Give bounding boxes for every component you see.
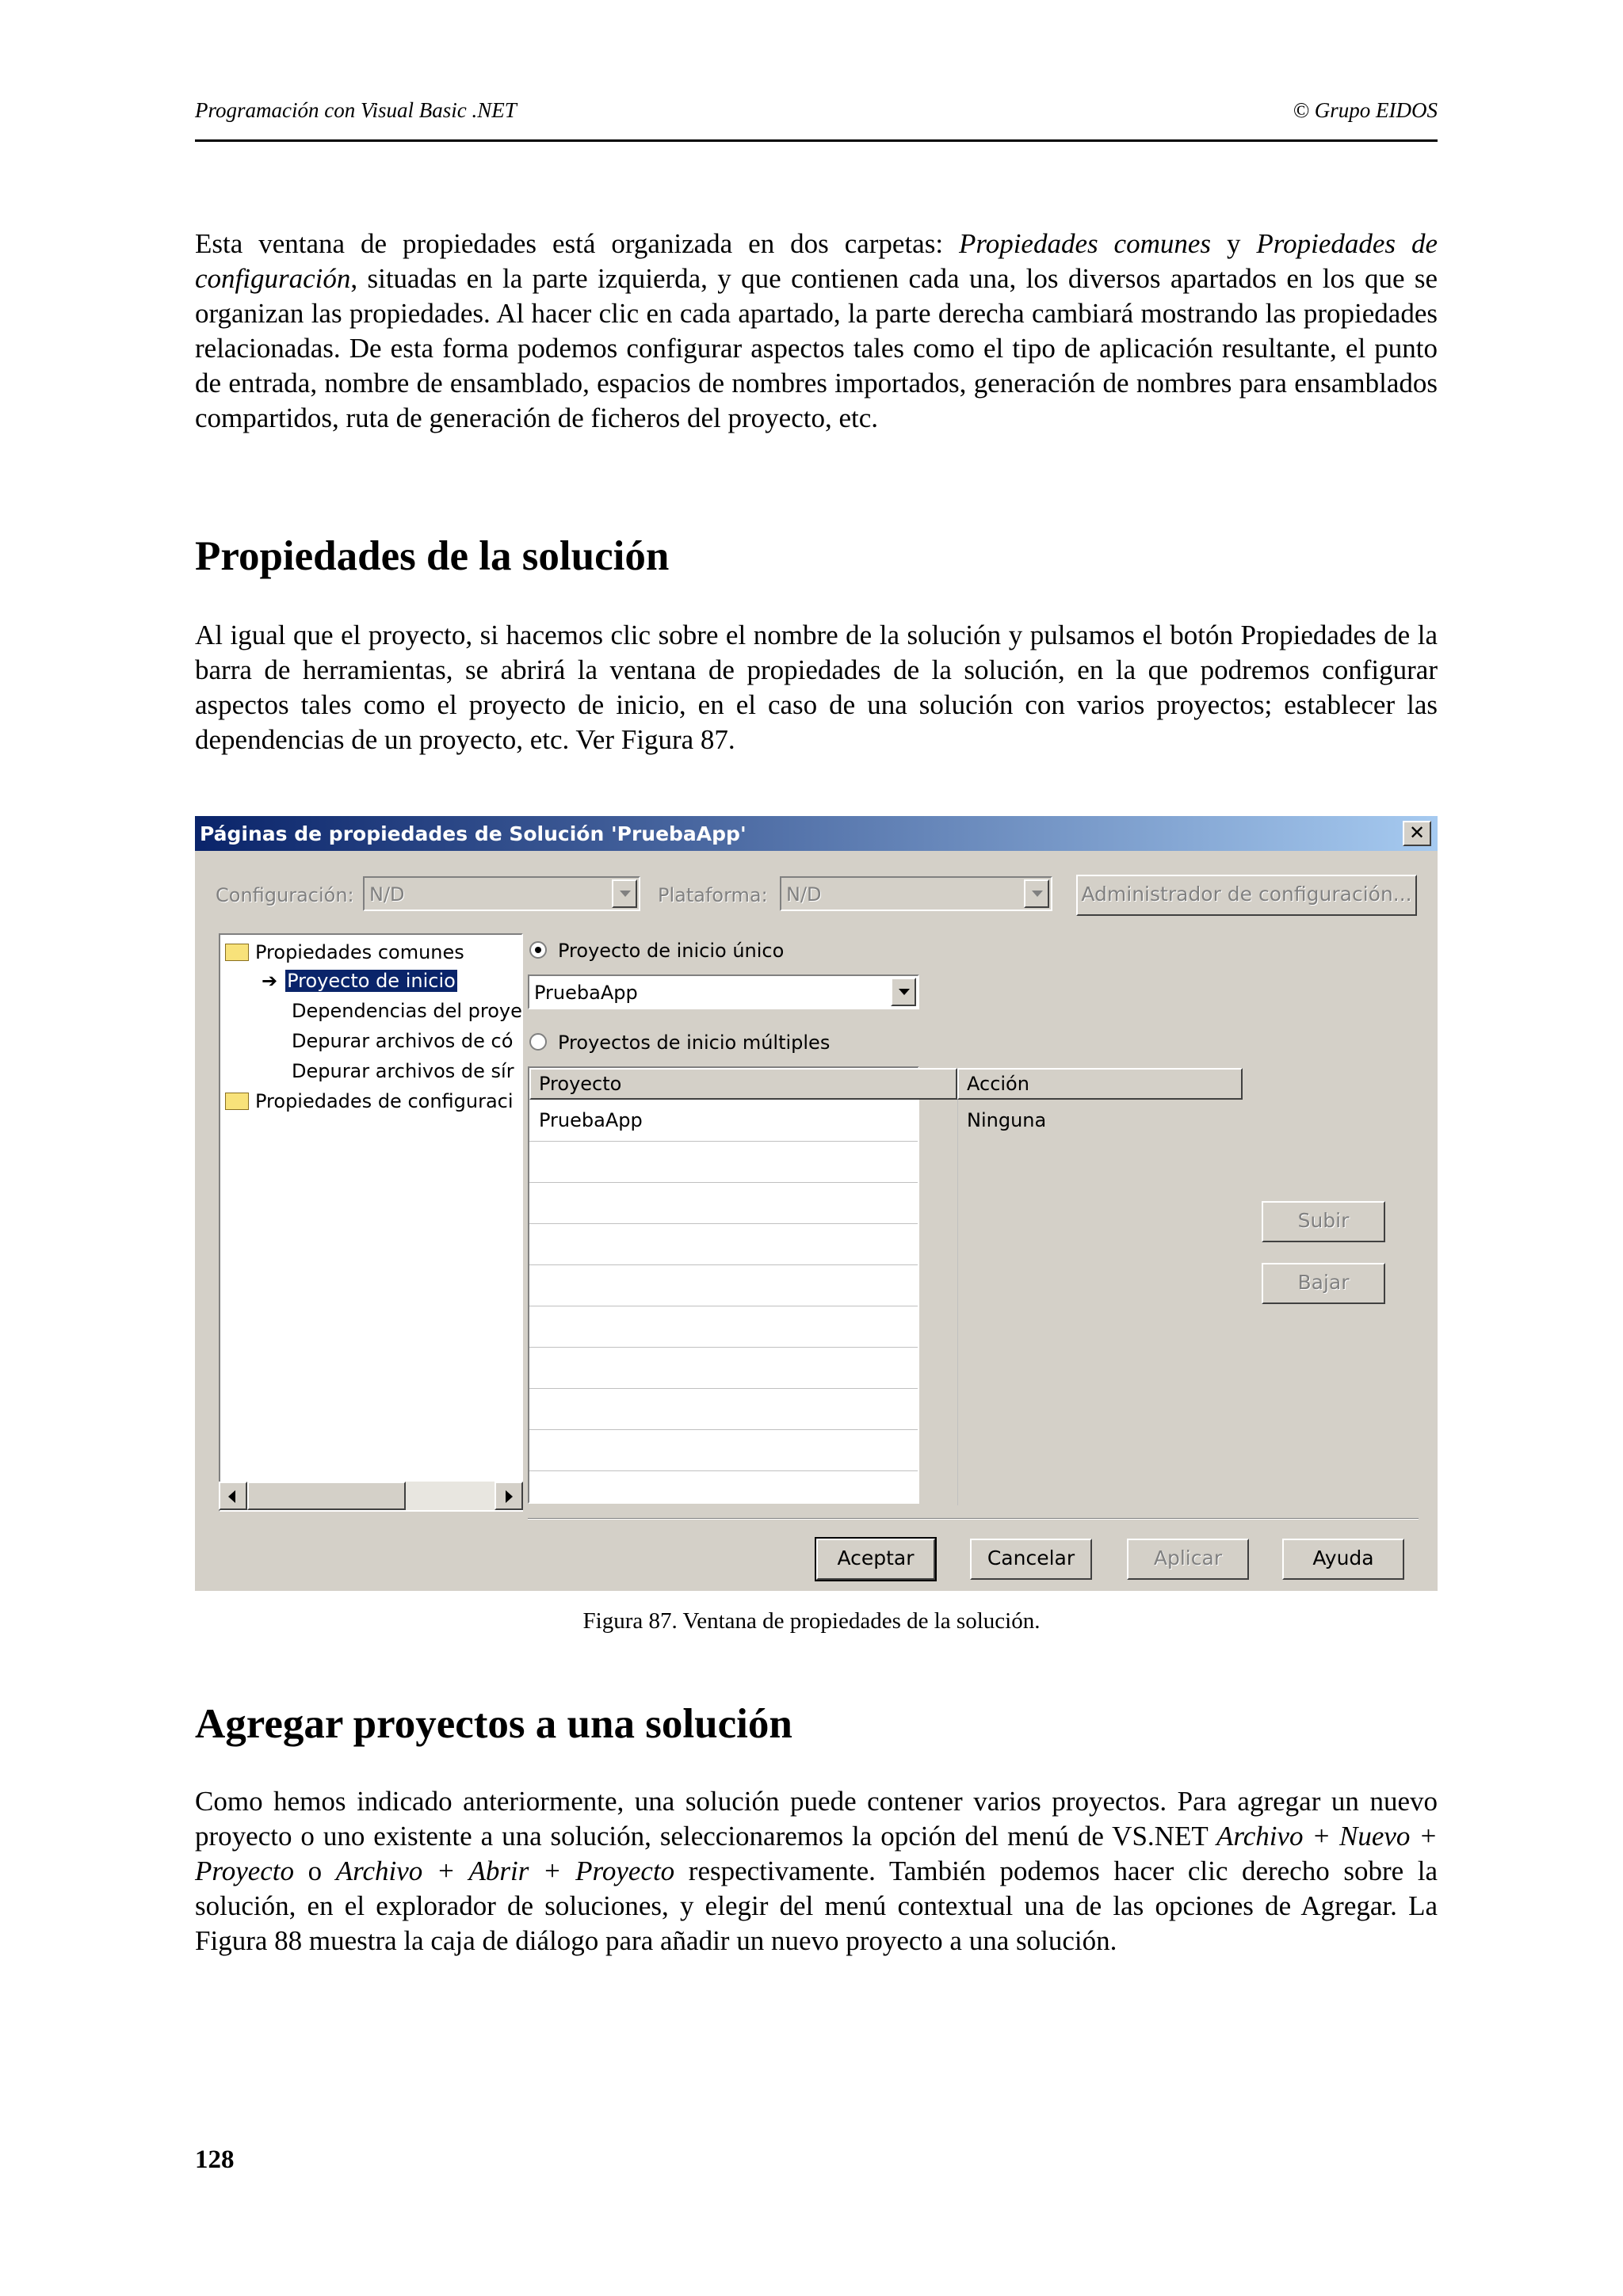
multiple-startup-radio[interactable] [529, 1033, 547, 1051]
text-run: respectivamente. También podemos hacer clic derecho sobre la solución, en el explorador de soluciones, y elegir del menú contextual una de las opciones de Agregar. La Figura 88 muestra la caja de diálogo para añadir un nuevo proyecto a una solución. [195, 1855, 1438, 1956]
italic-term: Archivo + Abrir + Proyecto [335, 1855, 675, 1886]
arrow-left-icon [228, 1490, 235, 1503]
header-book-title: Programación con Visual Basic .NET [195, 98, 517, 122]
tree-horizontal-scrollbar[interactable] [219, 1482, 523, 1510]
column-divider [957, 1100, 958, 1505]
arrow-right-icon: ➔ [262, 970, 278, 992]
text-run: o [294, 1855, 336, 1886]
tree-item-startup-project[interactable] [262, 970, 457, 992]
row-divider [529, 1264, 918, 1265]
cancel-button[interactable]: Cancelar [970, 1539, 1092, 1580]
scroll-right-button[interactable] [495, 1482, 523, 1510]
italic-term: Propiedades comunes [959, 228, 1212, 259]
column-header-action[interactable]: Acción [957, 1068, 1243, 1100]
folder-open-icon [225, 944, 249, 961]
section-heading-solution-properties: Propiedades de la solución [195, 533, 670, 579]
platform-select[interactable] [780, 876, 1052, 911]
tree-item-label: Propiedades comunes [255, 941, 464, 963]
page-number: 128 [195, 2145, 235, 2174]
text-run: Esta ventana de propiedades está organizada en dos carpetas: [195, 228, 959, 259]
move-up-button[interactable]: Subir [1262, 1201, 1385, 1242]
chevron-down-icon [612, 879, 637, 908]
chevron-down-icon [891, 978, 916, 1006]
dialog-titlebar [195, 816, 1438, 851]
section-heading-add-projects: Agregar proyectos a una solución [195, 1701, 792, 1747]
close-button[interactable]: ✕ [1403, 821, 1431, 846]
platform-value: N/D [786, 883, 822, 906]
row-divider [529, 1470, 918, 1471]
ok-button[interactable]: Aceptar [816, 1539, 935, 1580]
row-divider [529, 1182, 918, 1183]
platform-label: Plataforma: [658, 884, 768, 906]
row-divider [529, 1388, 918, 1389]
row-divider [529, 1429, 918, 1430]
grid-cell-action[interactable]: Ninguna [967, 1109, 1047, 1131]
startup-project-value: PruebaApp [534, 982, 638, 1004]
startup-project-select[interactable] [528, 974, 919, 1009]
row-divider [529, 1347, 918, 1348]
running-header [195, 95, 1438, 142]
configuration-select[interactable] [363, 876, 640, 911]
paragraph-intro [195, 227, 1438, 436]
paragraph-solution-properties: Al igual que el proyecto, si hacemos clic sobre el nombre de la solución y pulsamos el botón Propiedades de la barra de herramientas, se abrirá la ventana de propiedades de la solución, en la que podremos configurar aspectos tales como el proyecto de inicio, en el caso de una solución con varios proyectos; establecer las dependencias de un proyecto, etc. Ver Figura 87. [195, 620, 1438, 755]
startup-projects-grid [528, 1066, 1047, 1504]
scroll-left-button[interactable] [219, 1482, 247, 1510]
tree-item-debug-symbol-files[interactable]: Depurar archivos de sír [292, 1060, 514, 1082]
tree-item-dependencies[interactable]: Dependencias del proye [292, 1000, 522, 1022]
row-divider [529, 1223, 918, 1224]
configuration-manager-button[interactable]: Administrador de configuración... [1076, 875, 1417, 916]
single-startup-radio[interactable] [529, 941, 547, 959]
column-header-project[interactable]: Proyecto [529, 1068, 957, 1100]
text-run: , situadas en la parte izquierda, y que contienen cada una, los diversos apartados en los que se organizan las propiedades. Al hacer clic en cada apartado, la parte derecha cambiará mostrando las propiedades relacionadas. De esta forma podemos configurar aspectos tales como el tipo de aplicación resultante, el punto de entrada, nombre de ensamblado, espacios de nombres importados, generación de nombres para ensamblados compartidos, ruta de generación de ficheros del proyecto, etc. [195, 263, 1438, 433]
tree-item-common-properties[interactable] [225, 941, 464, 963]
paragraph-add-projects [195, 1784, 1438, 1958]
italic-term: Propiedades de configuración [195, 228, 1438, 294]
scrollbar-thumb[interactable] [247, 1482, 406, 1510]
apply-button[interactable]: Aplicar [1127, 1539, 1249, 1580]
italic-term: Archivo + Nuevo + Proyecto [195, 1821, 1438, 1886]
text-run: Como hemos indicado anteriormente, una solución puede contener varios proyectos. Para agregar un nuevo proyecto o uno existente a una solución, seleccionaremos la opción del menú de VS.NET [195, 1786, 1438, 1852]
separator-line [528, 1518, 1419, 1520]
properties-tree[interactable] [219, 933, 523, 1512]
chevron-down-icon [1024, 879, 1049, 908]
single-startup-label: Proyecto de inicio único [558, 940, 785, 962]
figure-caption: Figura 87. Ventana de propiedades de la solución. [582, 1608, 1041, 1634]
solution-properties-dialog [195, 816, 1438, 1591]
configuration-label: Configuración: [216, 884, 354, 906]
help-button[interactable]: Ayuda [1282, 1539, 1404, 1580]
move-down-button[interactable]: Bajar [1262, 1263, 1385, 1304]
header-publisher: © Grupo EIDOS [1293, 98, 1438, 122]
multiple-startup-label: Proyectos de inicio múltiples [558, 1032, 831, 1054]
tree-item-label: Propiedades de configuraci [255, 1090, 514, 1112]
tree-item-label: Proyecto de inicio [287, 970, 456, 992]
tree-item-configuration-properties[interactable] [225, 1090, 514, 1112]
row-divider [529, 1141, 918, 1142]
grid-cell-project[interactable]: PruebaApp [539, 1109, 643, 1131]
text-run: y [1211, 228, 1257, 259]
dialog-title: Páginas de propiedades de Solución 'PruebaApp' [200, 822, 747, 845]
arrow-right-icon [506, 1490, 513, 1503]
configuration-value: N/D [369, 883, 405, 906]
folder-closed-icon [225, 1093, 249, 1110]
tree-item-debug-source-files[interactable]: Depurar archivos de có [292, 1030, 514, 1052]
